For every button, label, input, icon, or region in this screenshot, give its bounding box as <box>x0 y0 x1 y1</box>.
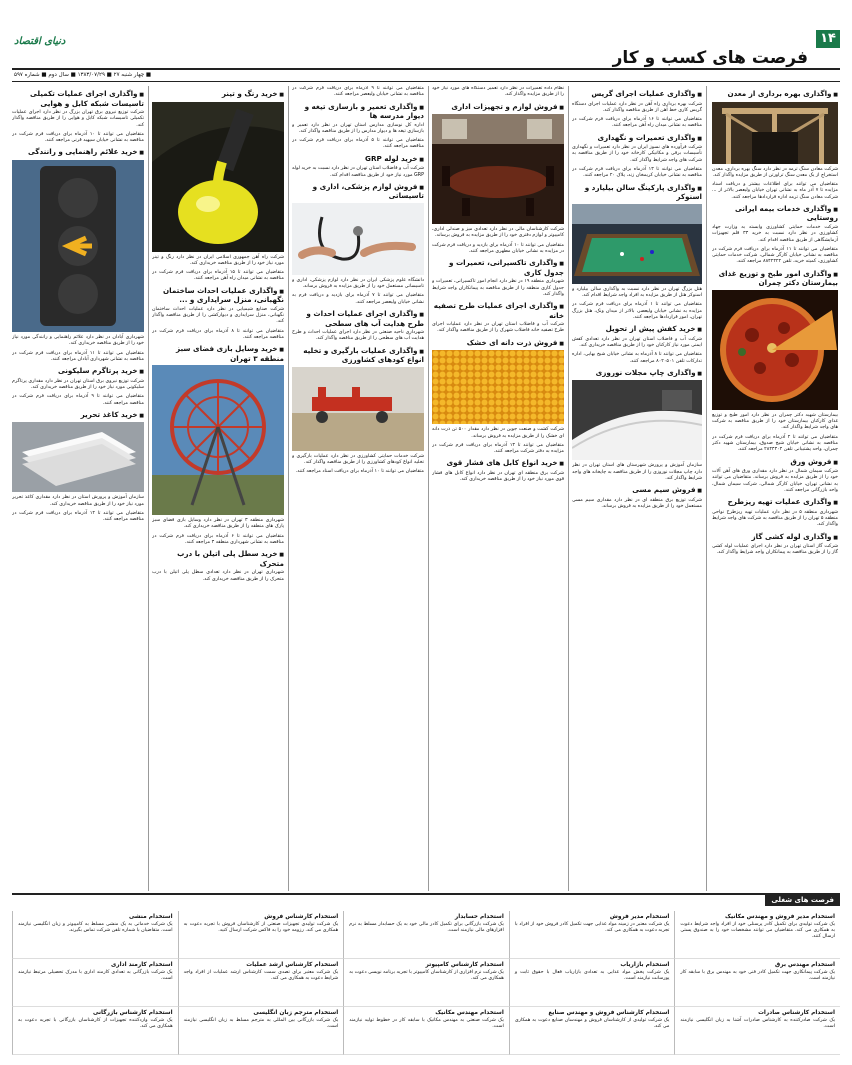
job-ad-body: یک شرکت بازرگانی به تعدادی کارمند اداری با مدرک تحصیلی مرتبط نیازمند است. <box>18 970 173 982</box>
ad-heading: ■ خرید سطل پلی اتیلن با درب متحرک <box>152 550 284 568</box>
ad-body: متقاضیان می توانند تا ۱ آذرماه برای دریافت فرم شرکت در مزایده به نشانی خیابان ولیعصر، بالاتر از میدان ونک، هتل بزرگ تهران، امور قراردادها مراجعه کنند. <box>572 302 702 320</box>
jobs-grid <box>12 911 840 1055</box>
ad-heading: ■ فروش لوازم پزشکی، اداری و تاسیساتی <box>292 183 424 201</box>
ad-body: متقاضیان می توانند برای اطلاعات بیشتر و دریافت اسناد مزایده تا ۷ آذر ماه به نشانی تهران خیابان ولیعصر بالاتر از ... شرکت معادن سنگ ترمه اداره قراردادها مراجعه کنند. <box>712 182 838 200</box>
ad-body: اداره کل نوسازی مدارس استان تهران در نظر دارد تعمیر و بازسازی تیغه ها و دیوار مدارس را از طریق مناقصه واگذار کند. <box>292 122 424 134</box>
paint-photo <box>152 102 284 252</box>
ad-heading: ■ خرید لوله GRP <box>292 155 424 165</box>
ad-body: شرکت بهره برداری راه آهن در نظر دارد عملیات اجرای دستگاه گریس کاری خط آهن از طریق مناقصه واگذار کند. <box>572 101 702 113</box>
column-2 <box>572 86 702 891</box>
ad-body: شرکت توزیع نیروی برق تهران بزرگ در نظر دارد اجرای عملیات تکمیلی تاسیسات شبکه کابل و هوایی را از طریق مناقصه واگذار کند. <box>12 110 144 128</box>
ad-body: شهرداری منطقه ۱۹ در نظر دارد انجام امور تاکسیرانی، تعمیرات و جدول کاری منطقه را از طریق مناقصه به پیمانکاران واجد شرایط واگذار کند. <box>432 279 564 297</box>
ad-body: شرکت برق منطقه ای تهران در نظر دارد انواع کابل های فشار قوی مورد نیاز خود را از طریق مناقصه خریداری کند. <box>432 470 564 483</box>
conference-room-photo <box>432 114 564 224</box>
column-rule <box>706 86 707 891</box>
ad-body: متقاضیان می توانند تا ۸ آذرماه به نشانی خیابان شیخ بهایی، اداره تدارکات تلفن ۸۰۲۰۵۰۱ مراجعه کنند. <box>572 352 702 364</box>
ad-heading: ■ خرید وسایل بازی فضای سبز منطقه ۳ تهران <box>152 345 284 363</box>
farm-machine-photo <box>292 367 424 451</box>
ad-body: متقاضیان می توانند تا ۷ آذرماه برای بازدید و دریافت فرم به نشانی خیابان ولیعصر مراجعه کنند. <box>292 293 424 305</box>
ferris-wheel-photo <box>152 365 284 515</box>
ad-body: دانشگاه علوم پزشکی ایران در نظر دارد لوازم پزشکی، اداری و تاسیساتی مستعمل خود را از طریق مزایده به فروش برساند. <box>292 277 424 290</box>
ad-body: شرکت آب و فاضلاب استان تهران در نظر دارد تعدادی کفش ایمنی مورد نیاز کارکنان خود را از طریق مناقصه خریداری کند. <box>572 336 702 348</box>
ad-body: هتل بزرگ تهران در نظر دارد نسبت به واگذاری سالن بیلیارد و اسنوکر هتل از طریق مزایده به افراد واجد شرایط اقدام کند. <box>572 286 702 298</box>
ad-body: نظام داده تعمیرات در نظر دارد تعمیر دستگاه های مورد نیاز خود را از طریق مزایده واگذار کند. <box>432 86 564 98</box>
ad-body: شرکت خدمات حمایتی کشاورزی در نظر دارد عملیات بارگیری و تخلیه انواع کودهای کشاورزی را از طریق مناقصه واگذار کند. <box>292 453 424 465</box>
job-ad-title: استخدام کارشناس ارشد عملیات <box>246 962 339 968</box>
ad-body: شرکت گاز استان تهران در نظر دارد اجرای عملیات لوله کشی گاز را از طریق مناقصه به پیمانکاران واجد شرایط واگذار کند. <box>712 544 838 556</box>
ad-body: متقاضیان می توانند تا ۱۰ آذرماه برای بازدید و دریافت فرم شرکت در مزایده به نشانی خیابان مطهری مراجعه کنند. <box>432 242 564 254</box>
ad-heading: ■ فروش سیم مسی <box>572 486 702 496</box>
ad-heading: ■ خرید پرتاگرم سلیکونی <box>12 367 144 377</box>
ad-heading: ■ خرید انواع کابل های فشار قوی <box>432 459 564 469</box>
job-ad-body: یک شرکت خدماتی به یک منشی مسلط به کامپیوتر و زبان انگلیسی نیازمند است. متقاضیان با شماره تلفن شرکت تماس بگیرند. <box>18 922 173 934</box>
ad-body: سازمان آموزش و پرورش شهرستان های استان تهران در نظر دارد چاپ مجلات نوروزی را از طریق مناقصه به چاپخانه های واجد شرایط واگذار کند. <box>572 463 702 481</box>
ad-body: متقاضیان می توانند تا ۱۶ آذرماه برای دریافت فرم شرکت در مناقصه به نشانی میدان راه آهن مراجعه کنند. <box>572 117 702 129</box>
ad-heading: ■ فروش لوازم و تجهیزات اداری <box>432 103 564 113</box>
job-ad <box>178 911 344 959</box>
job-ad-body: یک شرکت پیمانکاری جهت تکمیل کادر فنی خود به مهندس برق با سابقه کار نیازمند است. <box>680 970 835 982</box>
ad-heading: ■ واگذاری خدمات بیمه ایرانی روستایی <box>712 205 838 223</box>
job-ad <box>674 1007 840 1055</box>
ad-heading: ■ واگذاری امور طبخ و توزیع غذای بیمارستان دکتر چمران <box>712 270 838 288</box>
ad-heading: ■ خرید کفش پیش از تحویل <box>572 325 702 335</box>
column-1 <box>712 86 838 891</box>
job-ad <box>674 911 840 959</box>
ad-body: شرکت صنایع شیمیایی در نظر دارد عملیات احداث ساختمان نگهبانی، منزل سرایداری و دیوارکشی را از طریق مناقصه واگذار کند. <box>152 306 284 325</box>
ad-body: متقاضیان می توانند تا ۹ آذرماه برای دریافت فرم شرکت در مناقصه به نشانی خیابان ولیعصر مراجعه کنند. <box>292 86 424 98</box>
ad-heading: ■ فروش ورق <box>712 458 838 468</box>
ad-body: متقاضیان می توانند تا ۱۱ آذرماه برای دریافت فرم شرکت در مناقصه به نشانی شهرداری آبادان مراجعه کنند. <box>12 350 144 362</box>
job-ad-title: استخدام کارشناس کامپیوتر <box>425 962 504 968</box>
job-ad-body: یک شرکت معتبر در زمینه مواد غذایی جهت تکمیل کادر فروش خود از افراد با تجربه دعوت به همکاری می کند. <box>514 922 670 934</box>
job-ad-body: یک شرکت نرم افزاری از کارشناسان کامپیوتر با تجربه برنامه نویسی دعوت به همکاری می کند. <box>349 970 504 982</box>
job-ad-body: یک شرکت تولیدی از کارشناسان فروش و مهندسان صنایع دعوت به همکاری می کند. <box>514 1018 670 1030</box>
ad-body: متقاضیان می توانند تا ۲ آذرماه برای دریافت فرم شرکت در مناقصه به نشانی خیابان شیخ صدوق، بیمارستان شهید دکتر چمران، واحد پشتیبانی تلفن ۲۸۴۴۳۰۴ مراجعه کنند. <box>712 434 838 453</box>
job-ad-body: یک شرکت معتبر برای تصدی سمت کارشناس ارشد عملیات از افراد واجد شرایط دعوت به همکاری می کند. <box>183 970 339 982</box>
ad-body: شرکت کشت و صنعت جوین در نظر دارد مقدار ۵۰۰ تن ذرت دانه ای خشک را از طریق مزایده به فروش برساند. <box>432 427 564 439</box>
column-rule <box>428 86 429 891</box>
job-ad <box>12 959 178 1007</box>
column-rule <box>148 86 149 891</box>
ad-body: شرکت سیمان شمال در نظر دارد مقداری ورق های آهن آلات خود را از طریق مزایده به فروش برساند. متقاضیان می توانند به نشانی تهران، خیابان کارگر شمالی، شرکت سیمان شمال، واحد بازرگانی مراجعه کنند. <box>712 469 838 493</box>
column-5 <box>152 86 284 891</box>
job-ad <box>12 911 178 959</box>
job-ad <box>178 1007 344 1055</box>
job-ad <box>509 911 675 959</box>
ad-body: شرکت راه آهن جمهوری اسلامی ایران در نظر دارد رنگ و تینر مورد نیاز خود را از طریق مناقصه خریداری کند. <box>152 254 284 266</box>
ad-body: سازمان آموزش و پرورش استان در نظر دارد مقداری کاغذ تحریر مورد نیاز خود را از طریق مناقصه خریداری کند. <box>12 495 144 507</box>
job-ad-title: استخدام کارمند اداری <box>110 962 173 968</box>
ad-body: متقاضیان می توانند تا ۵ آذرماه برای دریافت فرم شرکت در مناقصه مراجعه کنند. <box>292 138 424 150</box>
ad-heading: ■ واگذاری لوله کشی گاز <box>712 533 838 543</box>
ad-heading: ■ خرید کاغذ تحریر <box>12 411 144 421</box>
column-rule <box>288 86 289 891</box>
job-ad <box>343 959 509 1007</box>
job-ad <box>343 911 509 959</box>
ad-body: متقاضیان می توانند تا ۹ آذرماه برای دریافت فرم شرکت در مناقصه مراجعه کنند. <box>12 394 144 406</box>
job-ad-title: استخدام مدیر فروش و مهندس مکانیک <box>725 914 835 920</box>
traffic-light-photo <box>12 160 144 332</box>
column-4 <box>292 86 424 891</box>
ad-heading: ■ واگذاری تعمیر و بازسازی تیغه و دیوار مدرسه ها <box>292 103 424 121</box>
ad-body: شرکت آب و فاضلاب استان تهران در نظر دارد نسبت به خرید لوله GRP مورد نیاز خود از طریق مناقصه اقدام کند. <box>292 166 424 178</box>
ad-heading: ■ واگذاری اجرای عملیات احداث و طرح هدایت آب های سطحی <box>292 310 424 328</box>
job-ad-title: استخدام مهندس مکانیک <box>435 1010 504 1016</box>
ad-body: متقاضیان می توانند تا ۶ آذرماه برای دریافت فرم شرکت در مناقصه به نشانی شهرداری منطقه ۳ مراجعه کنند. <box>152 533 284 546</box>
job-ad-title: استخدام مدیر فروش <box>609 914 670 920</box>
ad-heading: ■ واگذاری عملیات احداث ساختمان نگهبانی، منزل سرایداری و ... <box>152 287 284 305</box>
job-ad-body: یک شرکت بازرگانی برای تکمیل کادر مالی خود به یک حسابدار مسلط به نرم افزارهای مالی نیازمند است. <box>349 922 504 934</box>
ad-heading: ■ واگذاری عملیات اجرای گریس <box>572 90 702 100</box>
ad-body: شرکت کارشناسان مالی در نظر دارد تعدادی میز و صندلی اداری، کامپیوتر و لوازم دفتری خود را از طریق مزایده به فروش برساند. <box>432 227 564 239</box>
page-number: ۱۴ <box>816 30 840 48</box>
ad-body: متقاضیان می توانند تا ۱۰ آذرماه برای دریافت فرم شرکت در مناقصه به نشانی خیابان سپهبد قرنی مراجعه کنند. <box>12 131 144 144</box>
job-ad-title: استخدام حسابدار <box>454 914 504 920</box>
job-ad-body: یک شرکت واردکننده تجهیزات از کارشناسان بازرگانی با تجربه دعوت به همکاری می کند. <box>18 1018 173 1030</box>
ad-body: شرکت خدمات حمایتی کشاورزی وابسته به وزارت جهاد کشاورزی در نظر دارد نسبت به خرید ۳۳ قلم تجهیزات آزمایشگاهی از طریق مناقصه اقدام کند. <box>712 224 838 243</box>
section-title: فرصت های کسب و کار <box>612 48 808 68</box>
job-ad-body: یک شرکت تولیدی برای تکمیل کادر پرسنلی خود از افراد واجد شرایط دعوت به همکاری می کند. متقاضیان می توانند مشخصات خود را به صندوق پستی ارسال کنند. <box>680 922 835 940</box>
corn-photo <box>432 350 564 424</box>
job-ad <box>509 959 675 1007</box>
ad-body: شرکت معادن سنگ ترمه در نظر دارد سنگ بهره برداری، معدن استخراج از یک معدن سنگ تراورتن از طریق مزایده واگذار کند. <box>712 166 838 178</box>
jobs-section <box>12 893 840 1055</box>
ad-body: شرکت توزیع نیروی برق استان تهران در نظر دارد مقداری پرتاگرم سلیکونی مورد نیاز خود را از طریق مناقصه خریداری کند. <box>12 378 144 390</box>
dateline: ■ چهار شنبه ۲۷ ■ ۱۳۸۳/۰۷/۲۹ ■ سال دوم ■ شماره ۵۹۷ <box>14 72 152 78</box>
ad-heading: ■ واگذاری اجرای عملیات طرح تصفیه خانه <box>432 302 564 320</box>
ad-heading: ■ واگذاری عملیات بارگیری و تخلیه انواع کودهای کشاورزی <box>292 347 424 365</box>
job-ad-body: یک شرکت صنعتی به مهندس مکانیک با سابقه کار در خطوط تولید نیازمند است. <box>349 1018 504 1030</box>
newspaper-logo: دنیای اقتصاد <box>14 36 66 47</box>
ad-body: متقاضیان می توانند تا ۱۱ آذرماه برای دریافت فرم شرکت در مناقصه به نشانی خیابان کارگر شمالی، شرکت خدمات حمایتی کشاورزی، کمیته خرید، تلفن ۸۸۴۲۴۲۲ مراجعه کنند. <box>712 246 838 265</box>
job-ad-body: یک شرکت صادرکننده به کارشناس صادرات آشنا به زبان انگلیسی نیازمند است. <box>680 1018 835 1030</box>
job-ad-title: استخدام بازاریاب <box>620 962 670 968</box>
pizza-photo <box>712 290 838 410</box>
ad-body: متقاضیان می توانند تا ۱۴ آذرماه برای دریافت فرم شرکت در مناقصه مراجعه کنند. <box>12 510 144 523</box>
ad-heading: ■ واگذاری بهره برداری از معدن <box>712 90 838 100</box>
billiard-photo <box>572 204 702 284</box>
ad-body: شهرداری منطقه ۳ تهران در نظر دارد وسایل بازی فضای سبز پارک های منطقه را از طریق مناقصه خریداری کند. <box>152 518 284 530</box>
ad-heading: ■ خرید رنگ و تینر <box>152 90 284 100</box>
ad-body: متقاضیان می توانند تا ۱۰ آذرماه برای دریافت اسناد مراجعه کنند. <box>295 469 424 475</box>
ad-body: شهرداری ناحیه صنعتی در نظر دارد اجرای عملیات احداث و طرح هدایت آب های سطحی را از طریق مناقصه واگذار کند. <box>292 330 424 342</box>
ad-body: شرکت توزیع برق منطقه ای در نظر دارد مقداری سیم مسی مستعمل خود را از طریق مزایده به فروش برساند. <box>572 497 702 510</box>
job-ad-body: یک شرکت تولیدی تجهیزات صنعتی از کارشناسان فروش با تجربه دعوت به همکاری می کند. رزومه خود را به فاکس شرکت ارسال کنید. <box>183 922 339 934</box>
job-ad-title: استخدام کارشناس فروش و مهندس صنایع <box>548 1010 670 1016</box>
ad-body: متقاضیان می توانند تا ۱۳ آذرماه برای دریافت فرم شرکت در مناقصه به نشانی خیابان کریمخان زند، پلاک ۲۰ مراجعه کنند. <box>572 167 702 179</box>
job-ad-title: استخدام کارشناس بازرگانی <box>93 1010 173 1016</box>
ad-body: متقاضیان می توانند تا ۸ آذرماه برای دریافت فرم شرکت در مناقصه مراجعه کنند. <box>152 328 284 340</box>
ad-heading: ■ واگذاری چاپ مجلات نوروزی <box>572 369 702 379</box>
ad-body: شهرداری منطقه ۵ در نظر دارد عملیات تهیه ریزطرح نواحی منطقه ۵ تهران را از طریق مناقصه به شرکت های واجد شرایط واگذار کند. <box>712 509 838 528</box>
ad-body: بیمارستان شهید دکتر چمران در نظر دارد امور طبخ و توزیع غذای کارکنان بیمارستان خود را از طریق مناقصه به شرکت های واجد شرایط واگذار کند. <box>712 412 838 431</box>
ad-body: شرکت آب و فاضلاب استان تهران در نظر دارد عملیات اجرای طرح تصفیه خانه فاضلاب شهرک را از طریق مناقصه واگذار کند. <box>432 322 564 334</box>
mine-photo <box>712 102 838 164</box>
ad-body: متقاضیان می توانند تا ۱۵ آذرماه برای دریافت فرم شرکت در مناقصه به نشانی میدان راه آهن مراجعه کنند. <box>152 270 284 282</box>
ad-heading: ■ خرید علائم راهنمایی و رانندگی <box>12 148 144 158</box>
dateline-rule <box>12 81 840 82</box>
ad-heading: ■ فروش ذرت دانه ای خشک <box>432 339 564 349</box>
printing-photo <box>572 380 702 460</box>
column-rule <box>568 86 569 891</box>
job-ad-title: استخدام مهندس برق <box>775 962 835 968</box>
ad-heading: ■ واگذاری تعمیرات و نگهداری <box>572 134 702 144</box>
job-ad <box>343 1007 509 1055</box>
job-ad-title: استخدام منشی <box>129 914 173 920</box>
stethoscope-photo <box>292 203 424 275</box>
job-ad <box>178 959 344 1007</box>
ad-body: متقاضیان می توانند تا ۱۳ آذرماه برای دریافت فرم شرکت در مزایده به دفتر شرکت مراجعه کنند. <box>432 442 564 455</box>
job-ad <box>674 959 840 1007</box>
paper-stack-photo <box>12 422 144 492</box>
job-ad <box>12 1007 178 1055</box>
column-6 <box>12 86 144 891</box>
job-ad-body: یک شرکت پخش مواد غذایی به تعدادی بازاریاب فعال با حقوق ثابت و پورسانت نیازمند است. <box>514 970 670 982</box>
ad-heading: ■ واگذاری عملیات تهیه ریزطرح <box>712 498 838 508</box>
ad-body: شهرداری تهران در نظر دارد تعدادی سطل پلی اتیلن با درب متحرک را از طریق مناقصه خریداری کند. <box>152 570 284 582</box>
job-ad-title: استخدام کارشناس صادرات <box>758 1010 835 1016</box>
ad-heading: ■ واگذاری تاکسیرانی، تعمیرات و جدول کاری <box>432 259 564 277</box>
job-ad-body: یک شرکت بازرگانی بین المللی به مترجم مسلط به زبان انگلیسی نیازمند است. <box>183 1018 339 1030</box>
ad-body: شهرداری آبادان در نظر دارد علائم راهنمایی و رانندگی مورد نیاز خود را از طریق مناقصه خریداری کند. <box>12 334 144 347</box>
jobs-section-title: فرصت های شغلی <box>765 894 840 906</box>
column-3 <box>432 86 564 891</box>
masthead-rule <box>12 68 840 70</box>
ad-heading: ■ واگذاری اجرای عملیات تکمیلی تاسیسات شبکه کابل و هوایی <box>12 90 144 108</box>
job-ad <box>509 1007 675 1055</box>
ad-heading: ■ واگذاری پارکینگ سالن بیلیارد و اسنوکر <box>572 184 702 202</box>
job-ad-title: استخدام مترجم زبان انگلیسی <box>253 1010 339 1016</box>
ad-body: شرکت فرآورده های نسوز ایران در نظر دارد تعمیرات و نگهداری تأسیسات برقی و مکانیکی کارخانه خود را از طریق مناقصه به شرکت های واجد شرایط واگذار کند. <box>572 145 702 163</box>
job-ad-title: استخدام کارشناس فروش <box>264 914 339 920</box>
